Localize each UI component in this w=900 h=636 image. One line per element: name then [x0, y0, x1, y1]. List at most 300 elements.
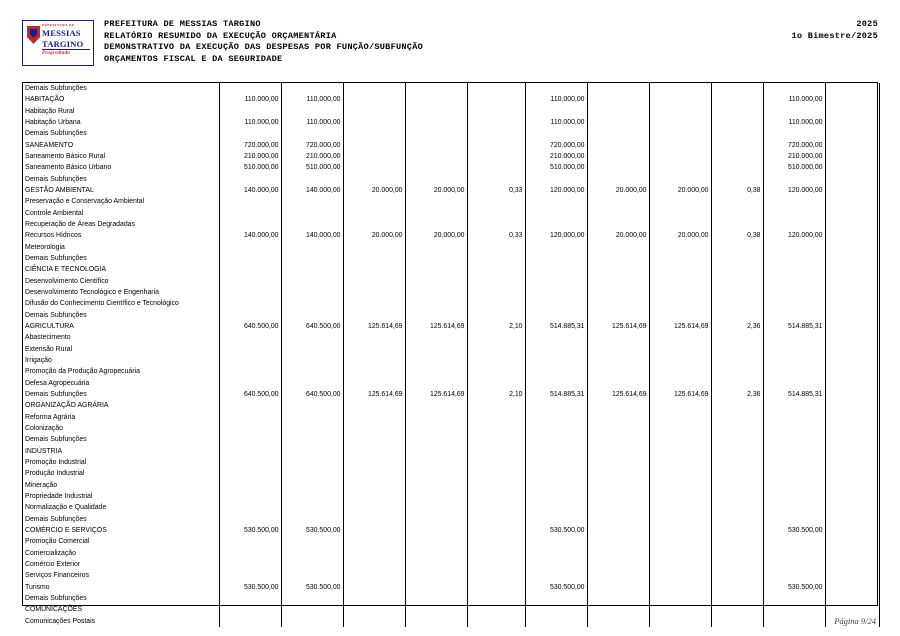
row-value-1: [219, 287, 281, 298]
row-value-9: [711, 536, 763, 547]
row-value-10: [763, 491, 825, 502]
row-value-8: [649, 196, 711, 207]
row-value-7: [587, 106, 649, 117]
row-value-8: [649, 276, 711, 287]
row-value-7: [587, 525, 649, 536]
row-label: Abastecimento: [23, 332, 219, 343]
row-value-4: [405, 547, 467, 558]
row-value-11: [825, 525, 879, 536]
row-value-2: 720.000,00: [281, 140, 343, 151]
header-scope: ORÇAMENTOS FISCAL E DA SEGURIDADE: [104, 53, 283, 64]
row-value-5: [467, 366, 525, 377]
row-value-11: [825, 253, 879, 264]
table-row: [23, 83, 879, 94]
row-value-7: [587, 559, 649, 570]
row-value-2: [281, 446, 343, 457]
row-value-4: [405, 287, 467, 298]
row-value-5: [467, 276, 525, 287]
row-value-8: [649, 547, 711, 558]
row-value-5: [467, 400, 525, 411]
row-value-11: [825, 434, 879, 445]
row-value-9: [711, 310, 763, 321]
row-value-3: [343, 525, 405, 536]
row-value-2: [281, 355, 343, 366]
row-value-5: [467, 94, 525, 105]
table-row: [23, 593, 879, 604]
report-header: [22, 18, 878, 76]
row-value-5: [467, 513, 525, 524]
row-label: Controle Ambiental: [23, 208, 219, 219]
row-value-9: [711, 344, 763, 355]
row-value-1: [219, 513, 281, 524]
row-label: CIÊNCIA E TECNOLOGIA: [23, 264, 219, 275]
row-value-6: [525, 253, 587, 264]
row-value-9: [711, 208, 763, 219]
header-year: 2025: [856, 19, 878, 29]
row-value-1: [219, 547, 281, 558]
row-value-4: [405, 412, 467, 423]
row-value-2: [281, 366, 343, 377]
row-value-10: 530.500,00: [763, 581, 825, 592]
row-value-4: [405, 468, 467, 479]
row-value-7: [587, 615, 649, 626]
row-value-1: 720.000,00: [219, 140, 281, 151]
row-value-6: [525, 332, 587, 343]
row-value-3: [343, 457, 405, 468]
row-value-6: [525, 355, 587, 366]
row-value-8: [649, 604, 711, 615]
row-value-9: [711, 593, 763, 604]
row-value-6: [525, 174, 587, 185]
table-row: [23, 321, 879, 332]
row-value-5: [467, 378, 525, 389]
row-value-3: [343, 174, 405, 185]
table-row: [23, 570, 879, 581]
row-value-9: [711, 547, 763, 558]
table-row: [23, 128, 879, 139]
row-value-1: [219, 378, 281, 389]
row-value-1: [219, 593, 281, 604]
row-value-2: [281, 264, 343, 275]
row-value-8: [649, 423, 711, 434]
row-label: Preservação e Conservação Ambiental: [23, 196, 219, 207]
table-row: [23, 94, 879, 105]
row-value-4: 20.000,00: [405, 185, 467, 196]
row-label: Demais Subfunções: [23, 310, 219, 321]
row-value-8: [649, 242, 711, 253]
row-value-10: [763, 434, 825, 445]
row-value-8: [649, 378, 711, 389]
row-value-7: [587, 242, 649, 253]
row-value-8: [649, 94, 711, 105]
table-row: [23, 151, 879, 162]
row-value-4: [405, 446, 467, 457]
row-label: Demais Subfunções: [23, 513, 219, 524]
row-value-5: [467, 479, 525, 490]
row-value-7: [587, 423, 649, 434]
row-value-10: [763, 287, 825, 298]
row-label: Promoção Comercial: [23, 536, 219, 547]
table-row: [23, 446, 879, 457]
row-value-9: [711, 570, 763, 581]
row-value-2: [281, 491, 343, 502]
row-value-7: [587, 310, 649, 321]
row-value-9: [711, 117, 763, 128]
row-value-7: [587, 412, 649, 423]
row-value-10: [763, 559, 825, 570]
row-value-7: [587, 604, 649, 615]
row-value-5: [467, 525, 525, 536]
row-label: Habitação Rural: [23, 106, 219, 117]
row-value-4: [405, 604, 467, 615]
row-value-1: [219, 128, 281, 139]
row-value-3: 20.000,00: [343, 185, 405, 196]
row-value-10: 514.885,31: [763, 389, 825, 400]
row-value-9: [711, 559, 763, 570]
row-value-11: [825, 140, 879, 151]
row-value-1: 110.000,00: [219, 117, 281, 128]
row-value-10: [763, 536, 825, 547]
row-value-3: 125.614,69: [343, 389, 405, 400]
row-value-5: [467, 106, 525, 117]
row-value-6: 110.000,00: [525, 94, 587, 105]
row-value-10: [763, 83, 825, 94]
row-value-7: 20.000,00: [587, 230, 649, 241]
row-value-11: [825, 219, 879, 230]
row-value-7: [587, 344, 649, 355]
row-value-5: 2,10: [467, 321, 525, 332]
row-value-8: [649, 151, 711, 162]
row-value-8: [649, 117, 711, 128]
row-label: Demais Subfunções: [23, 253, 219, 264]
row-value-2: [281, 219, 343, 230]
row-value-8: [649, 106, 711, 117]
row-value-3: [343, 491, 405, 502]
row-value-6: 720.000,00: [525, 140, 587, 151]
row-value-7: [587, 174, 649, 185]
row-value-6: [525, 400, 587, 411]
row-value-1: 530.500,00: [219, 525, 281, 536]
row-value-3: [343, 479, 405, 490]
logo-line-1: PREFEITURA DE: [42, 23, 75, 27]
row-value-9: [711, 332, 763, 343]
row-value-1: [219, 310, 281, 321]
header-entity: PREFEITURA DE MESSIAS TARGINO: [104, 19, 261, 29]
row-value-6: [525, 310, 587, 321]
row-value-11: [825, 457, 879, 468]
row-value-4: [405, 219, 467, 230]
row-value-10: 120.000,00: [763, 185, 825, 196]
row-value-1: 110.000,00: [219, 94, 281, 105]
row-value-8: [649, 162, 711, 173]
row-value-9: [711, 491, 763, 502]
row-value-6: 530.500,00: [525, 525, 587, 536]
row-value-4: [405, 344, 467, 355]
row-value-9: [711, 423, 763, 434]
table-row: [23, 502, 879, 513]
row-value-4: [405, 400, 467, 411]
row-value-11: [825, 491, 879, 502]
row-value-9: [711, 581, 763, 592]
row-value-11: [825, 83, 879, 94]
row-value-10: 110.000,00: [763, 94, 825, 105]
row-value-11: [825, 423, 879, 434]
row-value-3: 125.614,69: [343, 321, 405, 332]
row-value-5: [467, 310, 525, 321]
row-value-2: [281, 593, 343, 604]
table-row: [23, 332, 879, 343]
row-value-11: [825, 446, 879, 457]
row-value-8: [649, 468, 711, 479]
row-value-7: [587, 570, 649, 581]
row-value-10: [763, 344, 825, 355]
row-value-9: [711, 468, 763, 479]
row-label: Colonização: [23, 423, 219, 434]
row-value-8: [649, 208, 711, 219]
row-value-1: [219, 446, 281, 457]
row-value-10: [763, 264, 825, 275]
row-value-3: [343, 196, 405, 207]
row-value-10: [763, 366, 825, 377]
row-value-3: [343, 264, 405, 275]
row-value-4: [405, 298, 467, 309]
row-value-6: [525, 196, 587, 207]
row-label: Demais Subfunções: [23, 174, 219, 185]
row-value-3: [343, 366, 405, 377]
logo-line-4: Progredindo: [42, 51, 71, 56]
row-value-8: [649, 310, 711, 321]
row-value-8: [649, 298, 711, 309]
row-value-2: [281, 208, 343, 219]
row-value-5: [467, 457, 525, 468]
row-value-5: [467, 547, 525, 558]
row-value-6: [525, 604, 587, 615]
row-value-6: [525, 344, 587, 355]
row-value-8: [649, 287, 711, 298]
row-value-10: 110.000,00: [763, 117, 825, 128]
row-value-9: [711, 446, 763, 457]
row-value-2: [281, 83, 343, 94]
row-label: INDÚSTRIA: [23, 446, 219, 457]
row-value-10: [763, 479, 825, 490]
row-value-7: [587, 151, 649, 162]
table-row: [23, 366, 879, 377]
logo-divider: [42, 49, 90, 50]
row-value-9: [711, 378, 763, 389]
row-label: Desenvolvimento Científico: [23, 276, 219, 287]
row-value-1: [219, 83, 281, 94]
row-value-10: [763, 570, 825, 581]
row-value-10: [763, 593, 825, 604]
row-value-9: [711, 264, 763, 275]
row-value-4: [405, 513, 467, 524]
table-row: [23, 559, 879, 570]
row-value-4: [405, 355, 467, 366]
row-value-11: [825, 94, 879, 105]
row-value-10: [763, 219, 825, 230]
row-value-11: [825, 593, 879, 604]
row-value-2: [281, 287, 343, 298]
table-row: [23, 457, 879, 468]
row-value-6: [525, 208, 587, 219]
row-value-10: 210.000,00: [763, 151, 825, 162]
row-value-7: [587, 468, 649, 479]
row-value-10: [763, 128, 825, 139]
row-value-7: [587, 287, 649, 298]
table-row: [23, 615, 879, 626]
row-value-2: [281, 468, 343, 479]
row-value-11: [825, 389, 879, 400]
row-value-10: [763, 604, 825, 615]
row-value-1: [219, 253, 281, 264]
row-value-2: [281, 378, 343, 389]
row-value-4: [405, 615, 467, 626]
row-value-11: [825, 185, 879, 196]
row-value-6: [525, 106, 587, 117]
row-label: Irrigação: [23, 355, 219, 366]
row-value-6: [525, 423, 587, 434]
row-value-6: [525, 412, 587, 423]
row-value-11: [825, 287, 879, 298]
row-value-6: [525, 287, 587, 298]
row-value-9: [711, 457, 763, 468]
row-value-7: [587, 593, 649, 604]
row-value-5: [467, 502, 525, 513]
row-value-4: [405, 208, 467, 219]
row-label: Recuperação de Áreas Degradadas: [23, 219, 219, 230]
row-value-5: [467, 219, 525, 230]
row-value-2: [281, 174, 343, 185]
row-value-8: [649, 491, 711, 502]
row-value-5: [467, 604, 525, 615]
row-value-7: [587, 208, 649, 219]
row-value-9: 0,38: [711, 185, 763, 196]
row-label: Normalização e Qualidade: [23, 502, 219, 513]
row-value-5: [467, 264, 525, 275]
row-value-11: [825, 468, 879, 479]
row-value-11: [825, 604, 879, 615]
row-value-4: [405, 117, 467, 128]
row-value-9: [711, 151, 763, 162]
row-value-2: [281, 196, 343, 207]
table-row: [23, 412, 879, 423]
row-value-3: [343, 581, 405, 592]
row-value-3: [343, 310, 405, 321]
row-label: Turismo: [23, 581, 219, 592]
row-value-5: [467, 140, 525, 151]
row-label: Defesa Agropecuária: [23, 378, 219, 389]
row-label: GESTÃO AMBIENTAL: [23, 185, 219, 196]
row-label: Demais Subfunções: [23, 128, 219, 139]
table-row: [23, 491, 879, 502]
row-value-11: [825, 559, 879, 570]
row-value-4: [405, 434, 467, 445]
row-value-11: [825, 570, 879, 581]
row-value-3: [343, 412, 405, 423]
row-value-9: [711, 604, 763, 615]
row-label: Extensão Rural: [23, 344, 219, 355]
row-value-4: [405, 593, 467, 604]
row-value-11: [825, 106, 879, 117]
row-value-5: [467, 468, 525, 479]
row-value-3: [343, 502, 405, 513]
row-label: Comércio Exterior: [23, 559, 219, 570]
row-value-6: 510.000,00: [525, 162, 587, 173]
row-value-1: 640.500,00: [219, 389, 281, 400]
row-value-11: [825, 366, 879, 377]
row-value-6: [525, 547, 587, 558]
row-value-9: [711, 128, 763, 139]
row-value-7: [587, 434, 649, 445]
row-value-5: [467, 298, 525, 309]
row-value-10: 530.500,00: [763, 525, 825, 536]
row-value-4: [405, 366, 467, 377]
row-value-10: [763, 276, 825, 287]
row-value-4: [405, 559, 467, 570]
row-value-1: [219, 502, 281, 513]
row-value-1: [219, 332, 281, 343]
row-value-1: [219, 615, 281, 626]
row-value-5: [467, 117, 525, 128]
row-value-7: [587, 491, 649, 502]
row-value-11: [825, 344, 879, 355]
row-value-5: [467, 491, 525, 502]
row-value-11: [825, 117, 879, 128]
row-value-7: [587, 196, 649, 207]
header-subtitle: DEMONSTRATIVO DA EXECUÇÃO DAS DESPESAS POR FUNÇÃO/SUBFUNÇÃO: [104, 42, 424, 53]
row-value-3: [343, 117, 405, 128]
row-value-11: [825, 128, 879, 139]
row-value-3: [343, 378, 405, 389]
row-value-6: [525, 479, 587, 490]
row-value-1: [219, 276, 281, 287]
row-value-11: [825, 412, 879, 423]
row-value-4: [405, 491, 467, 502]
row-value-10: [763, 253, 825, 264]
row-value-3: [343, 83, 405, 94]
row-value-6: 530.500,00: [525, 581, 587, 592]
row-value-6: 210.000,00: [525, 151, 587, 162]
row-value-10: [763, 513, 825, 524]
row-value-9: [711, 253, 763, 264]
table-row: [23, 162, 879, 173]
row-label: Demais Subfunções: [23, 593, 219, 604]
row-value-3: [343, 570, 405, 581]
row-value-7: [587, 366, 649, 377]
row-value-3: [343, 140, 405, 151]
row-value-6: [525, 536, 587, 547]
row-value-11: [825, 208, 879, 219]
row-value-7: [587, 355, 649, 366]
row-value-11: [825, 400, 879, 411]
row-value-8: 20.000,00: [649, 185, 711, 196]
row-value-2: [281, 344, 343, 355]
row-value-9: [711, 366, 763, 377]
row-value-2: 110.000,00: [281, 117, 343, 128]
row-value-5: 0,33: [467, 185, 525, 196]
row-value-8: [649, 446, 711, 457]
row-value-10: [763, 615, 825, 626]
row-value-10: [763, 196, 825, 207]
row-value-4: [405, 378, 467, 389]
row-label: Saneamento Básico Urbano: [23, 162, 219, 173]
row-label: Demais Subfunções: [23, 389, 219, 400]
row-value-9: [711, 106, 763, 117]
row-value-3: [343, 355, 405, 366]
row-value-2: [281, 400, 343, 411]
row-value-4: [405, 276, 467, 287]
row-value-5: [467, 615, 525, 626]
